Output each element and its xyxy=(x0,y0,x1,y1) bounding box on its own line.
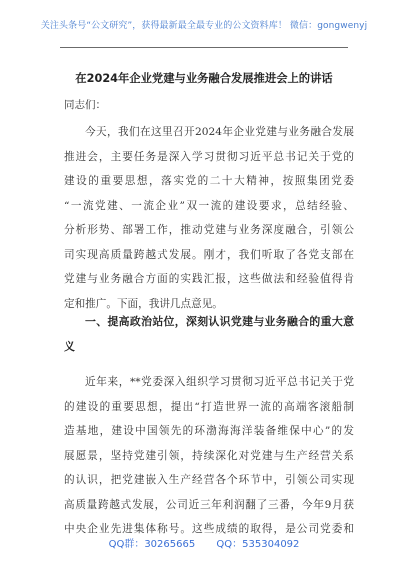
paragraph-line: 推进会，主要任务是深入学习贯彻习近平总书记关于党的 xyxy=(64,150,354,163)
paragraph-line: 今天，我们在这里召开2024年企业党建与业务融合发展 xyxy=(85,126,354,138)
paragraph-line: 的建设的重要思想，提出“打造世界一流的高端客滚船制 xyxy=(64,400,354,413)
heading-line: 一、提高政治站位，深刻认识党建与业务融合的重大意 xyxy=(85,315,354,328)
footer-contact xyxy=(0,535,408,550)
document-title: 在2024年企业党建与业务融合发展推进会上的讲话 xyxy=(75,72,333,85)
section-paragraph xyxy=(64,370,354,542)
paragraph-line: 中央企业先进集体称号。这些成绩的取得，是公司党委和 xyxy=(64,523,354,535)
heading-line: 义 xyxy=(64,339,75,353)
paragraph-line: 高质量跨越式发展，公司近三年利润翻了三番，今年9月获 xyxy=(64,498,354,511)
paragraph-line: “一流党建、一流企业”双一流的建设要求，总结经验、 xyxy=(64,199,354,212)
paragraph-line: 分析形势、部署工作，推动党建与业务深度融合，引领公 xyxy=(64,224,354,236)
paragraph-line: 定和推广。下面，我讲几点意见。 xyxy=(64,297,223,310)
greeting: 同志们： xyxy=(64,99,106,111)
paragraph-line: 造基地，建设中国领先的环渤海海洋装备维保中心”的发 xyxy=(64,425,354,437)
footer-qq: QQ：535304092 xyxy=(216,539,300,550)
paragraph-line: 展愿景，坚持党建引领，持续深化对党建与生产经营关系 xyxy=(64,449,354,462)
footer-qq-group: QQ群：30265665 xyxy=(108,539,196,550)
paragraph-line: 司实现高质量跨越式发展。刚才，我们听取了各党支部在 xyxy=(64,248,354,261)
header-divider xyxy=(60,47,348,48)
paragraph-line: 党建与业务融合方面的实践汇报，这些做法和经验值得肯 xyxy=(64,273,354,285)
paragraph-line: 近年来，**党委深入组织学习贯彻习近平总书记关于党 xyxy=(85,376,354,388)
intro-paragraph xyxy=(64,120,354,316)
paragraph-line: 的认识，把党建嵌入生产经营各个环节中，引领公司实现 xyxy=(64,474,354,486)
section-heading xyxy=(64,310,354,359)
header-banner: 关注头条号“公文研究”，获得最新最全最专业的公文资料库！ 微信：gongwenyj xyxy=(40,21,368,31)
paragraph-line: 建设的重要思想，落实党的二十大精神，按照集团党委 xyxy=(64,175,354,187)
